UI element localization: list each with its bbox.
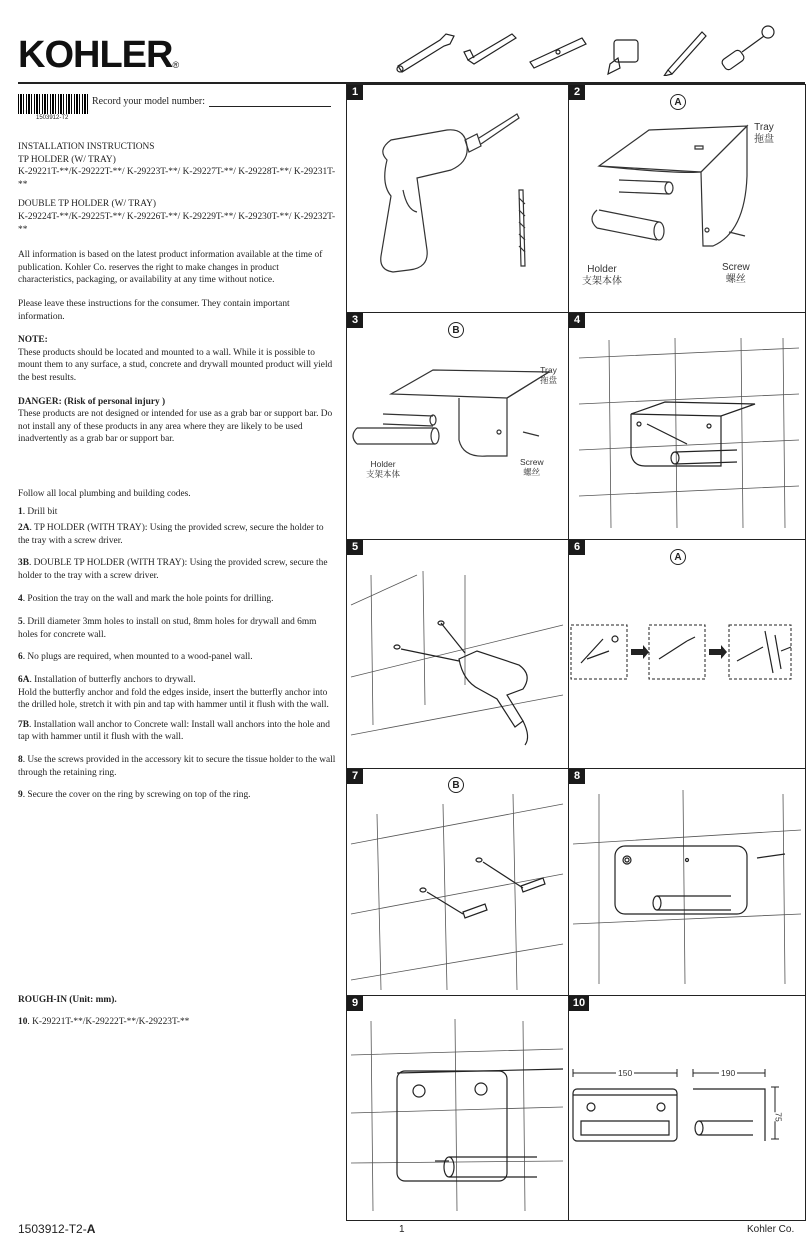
roughin-title: ROUGH-IN (Unit: mm).: [18, 995, 117, 1005]
product2-models: K-29224T-**/K-29225T-**/ K-29226T-**/ K-29229T-**/ K-29230T-**/ K-29232T-**: [18, 211, 336, 235]
panel-7-number: 7: [347, 769, 363, 784]
footer-company: Kohler Co.: [747, 1224, 795, 1235]
tray-top-b: [391, 370, 549, 398]
dim-190-label: 190: [721, 1068, 736, 1078]
footer-page-number: 1: [399, 1224, 405, 1235]
pencil-icon: [664, 32, 706, 76]
step-10: 10. K-29221T-**/K-29222T-**/K-29223T-**: [18, 1016, 190, 1027]
step-6a: 6A. Installation of butterfly anchors to drywall.: [18, 674, 196, 685]
dim-150-label: 150: [618, 1068, 633, 1078]
screw: [729, 232, 745, 236]
product1-name: TP HOLDER (W/ TRAY): [18, 154, 116, 165]
note-title: NOTE:: [18, 335, 48, 346]
anchor-2: [521, 878, 545, 892]
variant-b-marker: B: [448, 322, 464, 338]
panel-8-number: 8: [569, 769, 585, 784]
panel-9-number: 9: [347, 996, 363, 1011]
level-icon: [530, 38, 586, 68]
cover-ring-illustration: [347, 1011, 567, 1220]
step-8: 8. Use the screws provided in the accessory kit to secure the tissue holder to the wall through the retaining ring.: [18, 754, 336, 778]
tape-measure-icon: [608, 40, 638, 74]
step-3b: 3B. DOUBLE TP HOLDER (WITH TRAY): Using the provided screw, secure the holder to the tray with a screw driver.: [18, 558, 328, 581]
screw-label-b: Screw 螺丝: [520, 457, 544, 477]
note-text: These products should be located and mounted to a wall. While it is possible to mount them to any surface, a stud, concrete and drywall mounted product will yield the best results.: [18, 347, 333, 383]
barcode-number: 1503912-T2: [36, 115, 69, 121]
roughin-dimension-drawing: [569, 1011, 805, 1220]
intro-section: [18, 141, 336, 446]
side-view: [693, 1089, 765, 1141]
butterfly-anchor-illustration: [569, 555, 805, 767]
danger-text: These products are not designed or intended for use as a grab bar or support bar. Do not install any of these products in any area where they are likely to be used inadvertently as a grab bar or support bar.: [18, 409, 333, 445]
panel-2-number: 2: [569, 85, 585, 100]
wrench-icon: [397, 34, 454, 72]
step-1: 1. Drill bit: [18, 506, 58, 517]
screw-8: [757, 854, 785, 858]
roughin-section: [18, 994, 336, 1028]
secure-holder-illustration: [569, 784, 805, 994]
tray-label-a: Tray 拖盘: [754, 122, 774, 145]
roll-8: [657, 896, 731, 910]
holder-roll: [597, 210, 659, 240]
tools-icon-strip: [392, 22, 802, 76]
panel-5-number: 5: [347, 540, 363, 555]
step-5: 5. Drill diameter 3mm holes to install on stud, 8mm holes for drywall and 6mm holes for concrete wall.: [18, 617, 317, 640]
barcode: [18, 94, 88, 114]
drill-bit-attached: [479, 114, 519, 144]
step-4: 4. Position the tray on the wall and mark the hole points for drilling.: [18, 593, 274, 604]
drill-5: [459, 651, 527, 727]
concrete-anchor-illustration: [347, 784, 567, 994]
mark-wall-illustration: [569, 328, 805, 538]
screw-b: [523, 432, 539, 436]
roll-9: [449, 1157, 537, 1177]
panel-1-number: 1: [347, 85, 363, 100]
variant-a-marker: A: [670, 94, 686, 110]
holder-roll-b: [357, 428, 435, 444]
screw-label-a: Screw 螺丝: [722, 262, 750, 285]
drill-body: [381, 130, 467, 272]
variant-b-marker-7: B: [448, 777, 464, 793]
holder-arm: [619, 180, 669, 194]
panel-4-number: 4: [569, 313, 585, 328]
install-heading: INSTALLATION INSTRUCTIONS: [18, 142, 155, 152]
step-9: 9. Secure the cover on the ring by screwing on top of the ring.: [18, 790, 251, 801]
holder-arm-b: [383, 414, 433, 426]
panel-6-number: 6: [569, 540, 585, 555]
variant-a-marker-6: A: [670, 549, 686, 565]
info-paragraph: All information is based on the latest product information available at the time of publication. Kohler Co. reserves the right to make changes in product characteristics, packaging, or availability at any time without notice.: [18, 250, 323, 286]
drill-wall-illustration: [347, 555, 567, 767]
panel-3-number: 3: [347, 313, 363, 328]
screwdriver-icon: [721, 26, 774, 71]
product1-models: K-29221T-**/K-29222T-**/ K-29223T-**/ K-29227T-**/ K-29228T-**/ K-29231T-**: [18, 167, 336, 190]
steps-section: [18, 488, 336, 802]
product2-name: DOUBLE TP HOLDER (W/ TRAY): [18, 199, 157, 210]
step-6: 6. No plugs are required, when mounted to a wood-panel wall.: [18, 652, 253, 663]
holder-label-a: Holder 支架本体: [582, 264, 622, 287]
dim-75-label: 75: [773, 1112, 784, 1122]
hex-key-icon: [464, 34, 516, 64]
drill-illustration: [347, 100, 567, 311]
double-tray-holder-assembly: [347, 328, 567, 538]
step-2a: 2A. TP HOLDER (WITH TRAY): Using the provided screw, secure the holder to the tray with a screw driver.: [18, 523, 324, 546]
step-6a-detail: Hold the butterfly anchor and fold the edges inside, insert the butterfly anchor into the drilled hole, stretch it with pin and tap with hammer until it flush with the wall.: [18, 687, 329, 711]
tray-label-b: Tray 拖盘: [540, 365, 558, 385]
step-7b: 7B. Installation wall anchor to Concrete wall: Install wall anchors into the hole and tap with hammer until it flush with the wall.: [18, 719, 330, 743]
codes-text: Follow all local plumbing and building codes.: [18, 489, 191, 499]
holder-label-b: Holder 支架本体: [366, 459, 401, 479]
front-view: [573, 1089, 677, 1141]
leave-paragraph: Please leave these instructions for the consumer. They contain important information.: [18, 298, 290, 322]
anchor-1: [463, 904, 487, 918]
record-model-field[interactable]: Record your model number:: [92, 96, 331, 107]
panel-10-number: 10: [569, 996, 589, 1011]
danger-title: DANGER: (Risk of personal injury ): [18, 396, 166, 407]
tray-side-b: [459, 398, 507, 456]
roll-4: [675, 450, 737, 464]
footer-doc-code: 1503912-T2-A: [18, 1222, 96, 1236]
pencil-4: [647, 424, 687, 444]
kohler-logo: KOHLER®: [18, 34, 180, 76]
